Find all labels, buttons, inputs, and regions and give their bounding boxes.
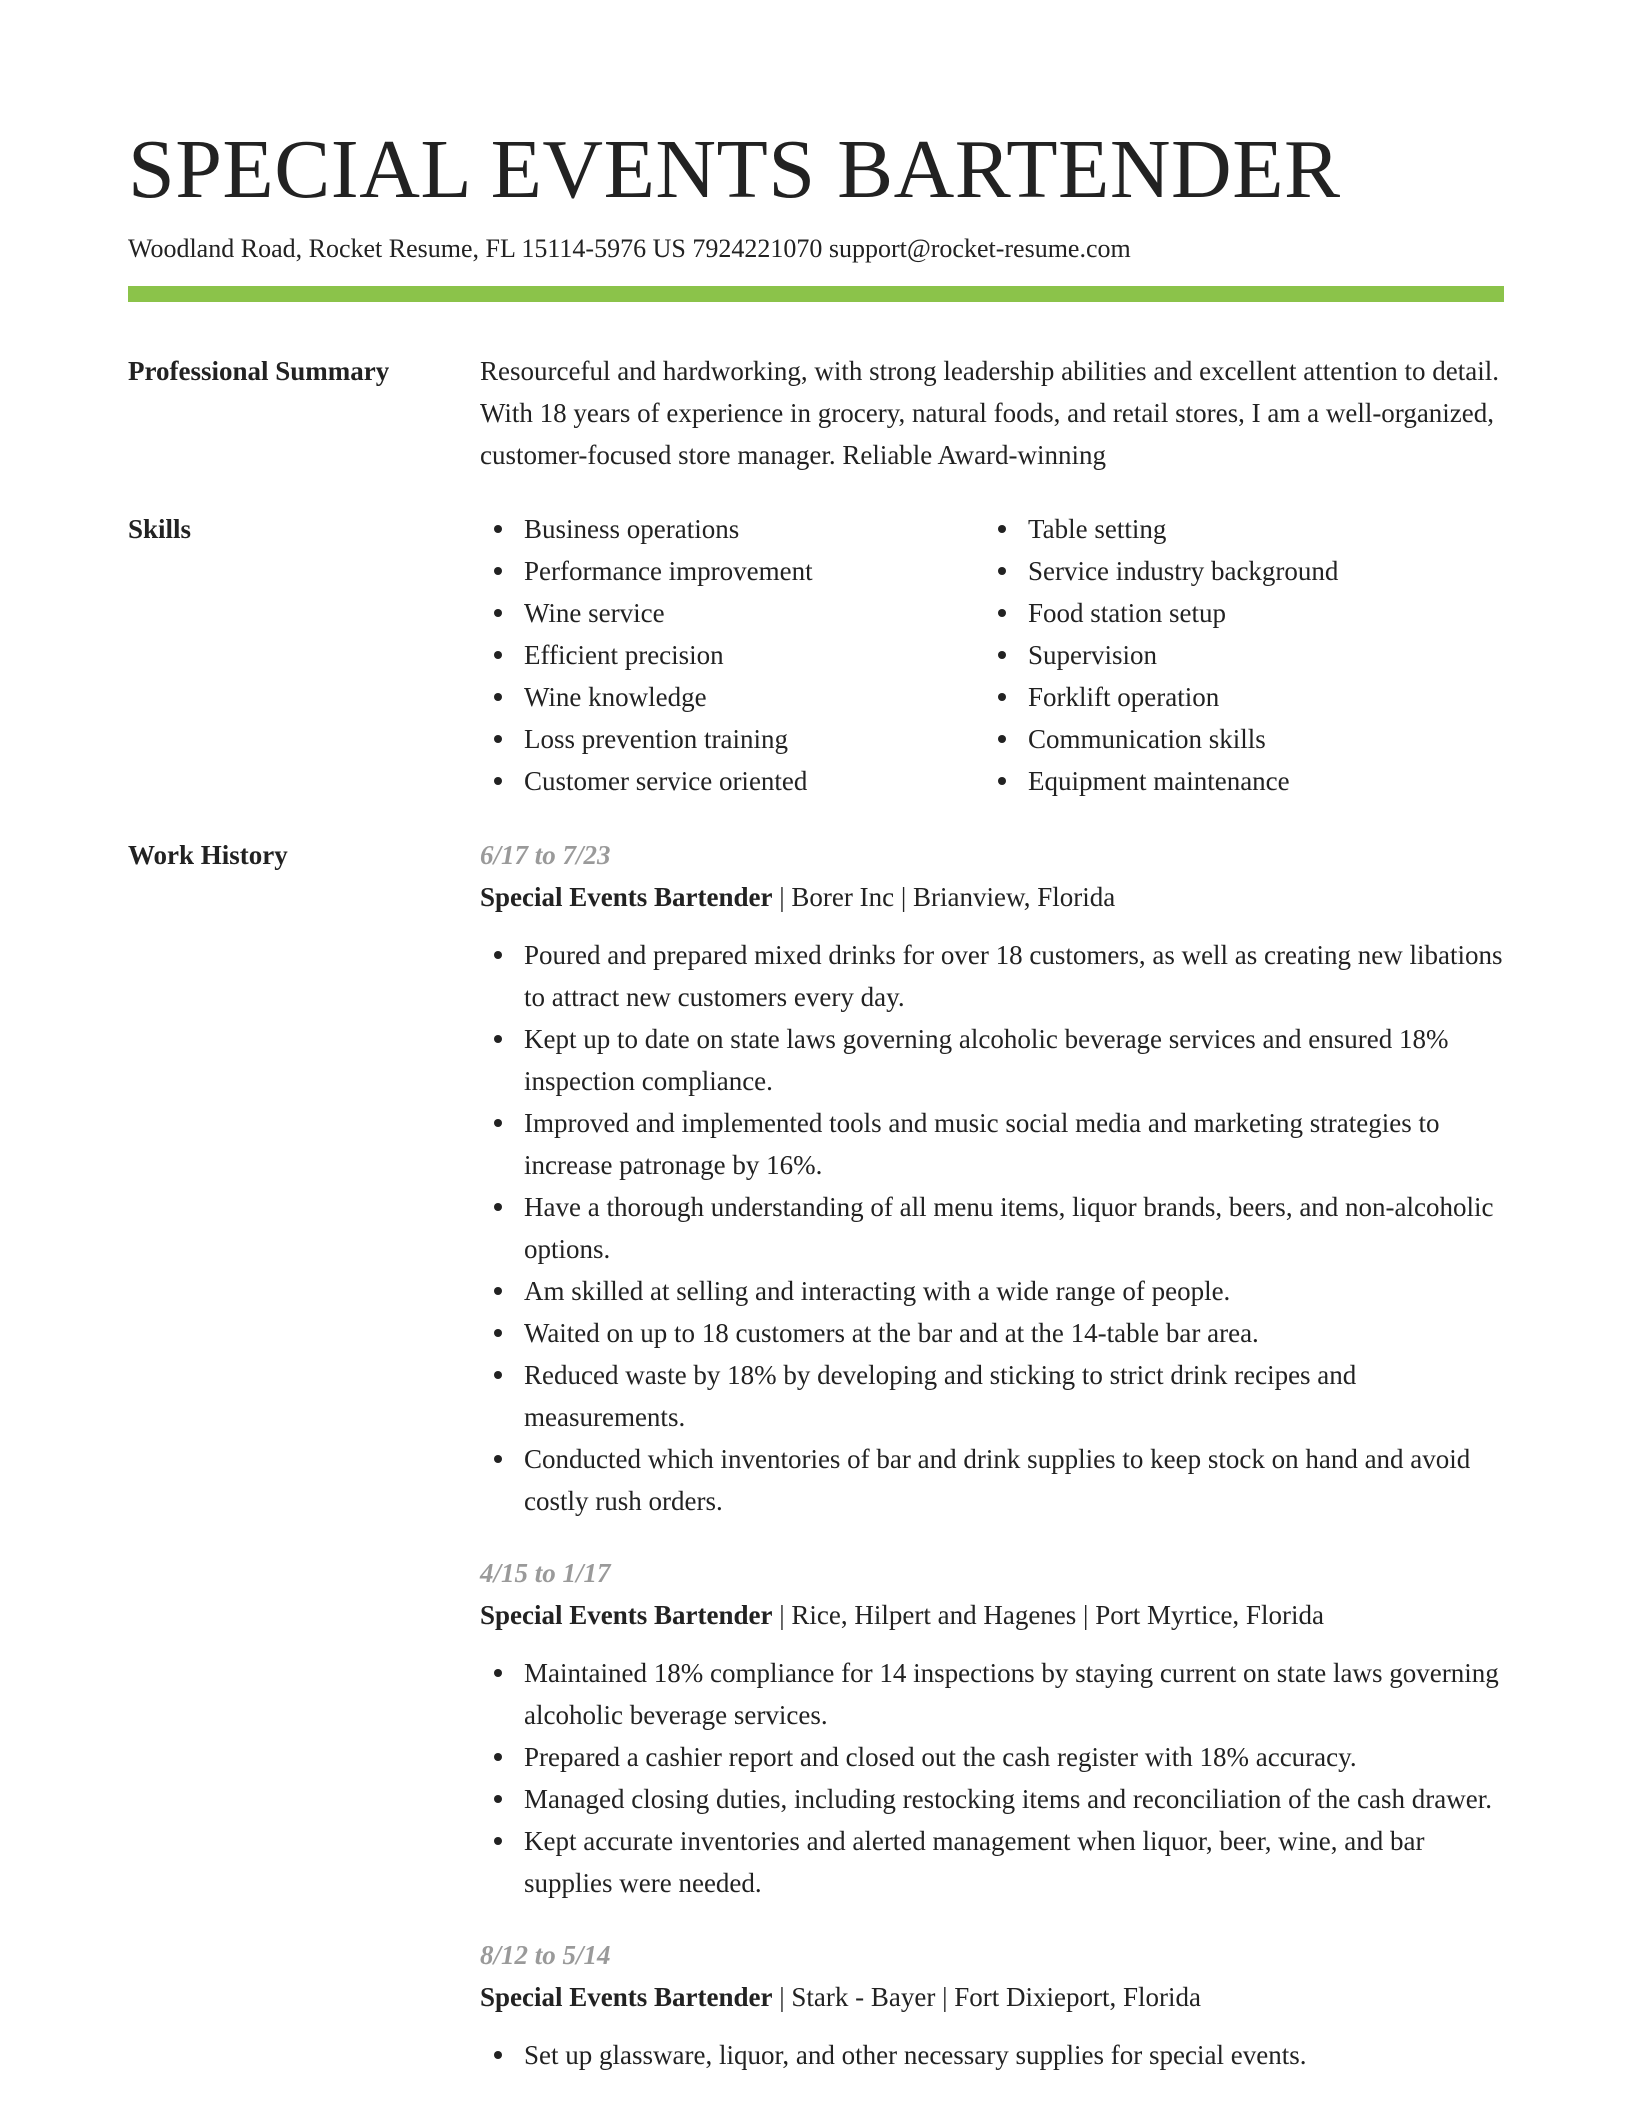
job-bullet: Managed closing duties, including restocking items and reconciliation of the cash drawer. [480,1778,1504,1820]
job-header [480,876,1504,918]
job-company: Rice, Hilpert and Hagenes [791,1600,1077,1630]
job-location: Fort Dixieport, Florida [954,1982,1201,2012]
skills-list-right [984,508,1488,802]
job-bullets [480,934,1504,1522]
summary-label: Professional Summary [128,356,390,386]
job-separator: | [894,882,913,912]
skill-item: Business operations [480,508,984,550]
job-bullet: Have a thorough understanding of all menu items, liquor brands, beers, and non-alcoholic options. [480,1186,1504,1270]
job-header [480,1976,1504,2018]
job-bullet: Prepared a cashier report and closed out the cash register with 18% accuracy. [480,1736,1504,1778]
skill-item: Wine service [480,592,984,634]
skills-list-left [480,508,984,802]
job-header [480,1594,1504,1636]
job-bullet: Kept accurate inventories and alerted management when liquor, beer, wine, and bar supplies were needed. [480,1820,1504,1904]
job-entry [480,834,1504,1522]
job-bullet: Set up glassware, liquor, and other necessary supplies for special events. [480,2034,1504,2076]
job-company: Borer Inc [791,882,895,912]
job-bullet: Waited on up to 18 customers at the bar and at the 14-table bar area. [480,1312,1504,1354]
skill-item: Loss prevention training [480,718,984,760]
job-location: Port Myrtice, Florida [1095,1600,1324,1630]
summary-text: Resourceful and hardworking, with strong leadership abilities and excellent attention to detail. With 18 years of experience in grocery, natural foods, and retail stores, I am a well-organized, customer-focused store manager. Reliable Award-winning [480,356,1499,470]
work-history-label: Work History [128,840,288,870]
contact-line: Woodland Road, Rocket Resume, FL 15114-5976 US 7924221070 support@rocket-resume.com [128,234,1131,263]
job-bullet: Reduced waste by 18% by developing and sticking to strict drink recipes and measurements. [480,1354,1504,1438]
job-bullet: Maintained 18% compliance for 14 inspections by staying current on state laws governing alcoholic beverage services. [480,1652,1504,1736]
skill-item: Forklift operation [984,676,1488,718]
skill-item: Service industry background [984,550,1488,592]
job-separator: | [772,1982,792,2012]
job-separator: | [935,1982,955,2012]
summary-section [480,350,1504,476]
skill-item: Efficient precision [480,634,984,676]
job-entry [480,1934,1504,2076]
job-entry [480,1552,1504,1904]
skill-item: Food station setup [984,592,1488,634]
job-title: Special Events Bartender [480,882,773,912]
accent-rule [128,286,1504,302]
job-bullet: Conducted which inventories of bar and drink supplies to keep stock on hand and avoid costly rush orders. [480,1438,1504,1522]
job-bullets [480,1652,1504,1904]
skill-item: Communication skills [984,718,1488,760]
job-title: Special Events Bartender [480,1982,773,2012]
job-separator: | [772,882,792,912]
job-bullet: Improved and implemented tools and music social media and marketing strategies to increase patronage by 16%. [480,1102,1504,1186]
resume-name: SPECIAL EVENTS BARTENDER [128,123,1341,216]
work-history-section [480,834,1504,2106]
skills-label: Skills [128,514,192,544]
skill-item: Performance improvement [480,550,984,592]
job-dates: 6/17 to 7/23 [480,840,611,870]
skill-item: Customer service oriented [480,760,984,802]
job-bullet: Poured and prepared mixed drinks for over 18 customers, as well as creating new libations to attract new customers every day. [480,934,1504,1018]
job-separator: | [772,1600,792,1630]
job-bullet: Kept up to date on state laws governing alcoholic beverage services and ensured 18% inspection compliance. [480,1018,1504,1102]
skills-section [480,508,1504,802]
job-dates: 4/15 to 1/17 [480,1558,611,1588]
skill-item: Table setting [984,508,1488,550]
job-separator: | [1076,1600,1096,1630]
job-title: Special Events Bartender [480,1600,773,1630]
job-dates: 8/12 to 5/14 [480,1940,611,1970]
job-location: Brianview, Florida [913,882,1116,912]
skill-item: Wine knowledge [480,676,984,718]
job-bullets [480,2034,1504,2076]
job-company: Stark - Bayer [791,1982,936,2012]
skill-item: Equipment maintenance [984,760,1488,802]
job-bullet: Am skilled at selling and interacting with a wide range of people. [480,1270,1504,1312]
skill-item: Supervision [984,634,1488,676]
